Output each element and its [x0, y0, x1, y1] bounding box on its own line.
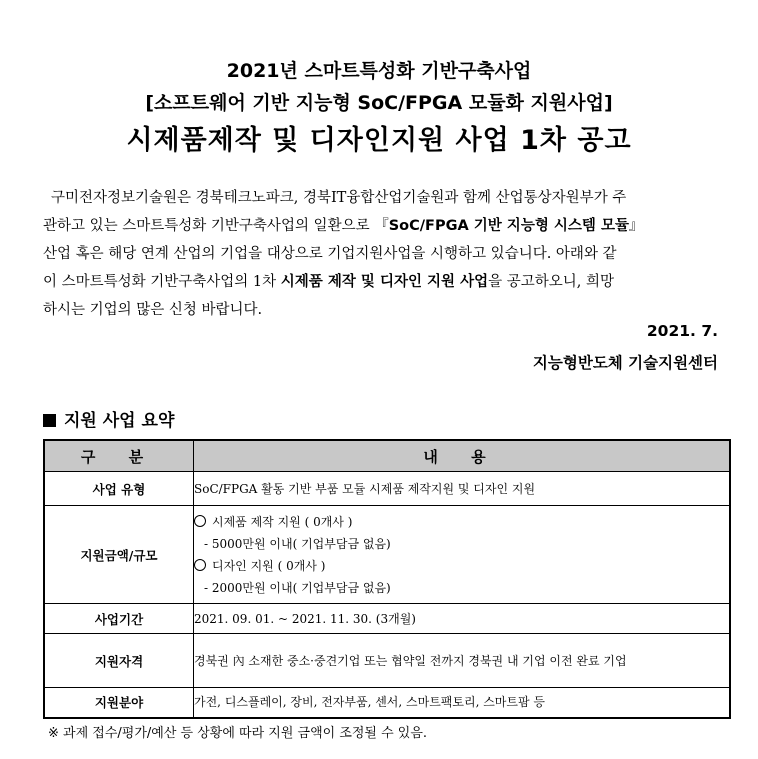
page-title: 시제품제작 및 디자인지원 사업 1차 공고	[126, 125, 632, 156]
row-label: 지원자격	[44, 634, 194, 688]
value-line: - 5000만원 이내( 기업부담금 없음)	[204, 536, 391, 551]
black-square-icon	[43, 414, 56, 427]
table-row	[44, 472, 730, 506]
row-label: 사업기간	[44, 604, 194, 634]
organization-name: 지능형반도체 기술지원센터	[532, 354, 718, 372]
value-line	[194, 555, 729, 577]
intro-line-4-tail: 을 공고하오니, 희망	[488, 274, 614, 290]
intro-line-2-bracket: 』	[628, 218, 644, 234]
table-row	[44, 506, 730, 604]
value-line: 경북권 內 소재한 중소·중견기업 또는 협약일 전까지 경북권 내 기업 이전 완료 기업	[194, 653, 627, 668]
table-row	[44, 688, 730, 718]
announcement-date: 2021. 7.	[646, 322, 718, 340]
value-line: 가전, 디스플레이, 장비, 전자부품, 센서, 스마트팩토리, 스마트팜 등	[194, 695, 545, 710]
intro-line-2-text: 관하고 있는 스마트특성화 기반구축사업의 일환으로 『	[43, 218, 389, 234]
value-line-text: 시제품 제작 지원 ( 0개사 )	[212, 514, 353, 529]
table-row	[44, 604, 730, 634]
value-line-text: 디자인 지원 ( 0개사 )	[212, 558, 326, 573]
title-line-2: [소프트웨어 기반 지능형 SoC/FPGA 모듈화 지원사업]	[145, 92, 613, 114]
intro-line-2	[43, 214, 723, 235]
intro-line-4-text: 이 스마트특성화 기반구축사업의 1차	[43, 274, 281, 290]
row-value	[194, 472, 731, 506]
table-row	[44, 634, 730, 688]
value-line: SoC/FPGA 활동 기반 부품 모듈 시제품 제작지원 및 디자인 지원	[194, 481, 536, 496]
value-line: - 2000만원 이내( 기업부담금 없음)	[204, 580, 391, 595]
section-heading	[43, 406, 174, 431]
circle-bullet-icon	[194, 559, 206, 571]
row-label: 사업 유형	[44, 472, 194, 506]
intro-line-5: 하시는 기업의 많은 신청 바랍니다.	[43, 302, 263, 318]
intro-line-4	[43, 270, 723, 291]
table-header-row	[44, 440, 730, 472]
header-content: 내 용	[194, 440, 731, 472]
circle-bullet-icon	[194, 515, 206, 527]
footnote: ※ 과제 접수/평가/예산 등 상황에 따라 지원 금액이 조정될 수 있음.	[48, 726, 428, 741]
row-value	[194, 688, 731, 718]
row-label: 지원금액/규모	[44, 506, 194, 604]
row-value	[194, 634, 731, 688]
row-value	[194, 604, 731, 634]
header-category: 구 분	[44, 440, 194, 472]
section-title: 지원 사업 요약	[64, 411, 175, 431]
intro-line-3: 산업 혹은 해당 연계 산업의 기업을 대상으로 기업지원사업을 시행하고 있습니다. 아래와 같	[43, 246, 617, 262]
intro-line-1: 구미전자정보기술원은 경북테크노파크, 경북IT융합산업기술원과 함께 산업통상자원부가 주	[51, 190, 627, 206]
value-line: 2021. 09. 01. ~ 2021. 11. 30. (3개월)	[194, 611, 416, 626]
intro-emphasis-module: SoC/FPGA 기반 지능형 시스템 모듈	[388, 218, 629, 234]
value-line	[194, 511, 729, 533]
summary-table	[43, 439, 731, 719]
intro-emphasis-program: 시제품 제작 및 디자인 지원 사업	[280, 274, 489, 290]
row-value	[194, 506, 731, 604]
row-label: 지원분야	[44, 688, 194, 718]
title-line-1: 2021년 스마트특성화 기반구축사업	[226, 60, 532, 82]
